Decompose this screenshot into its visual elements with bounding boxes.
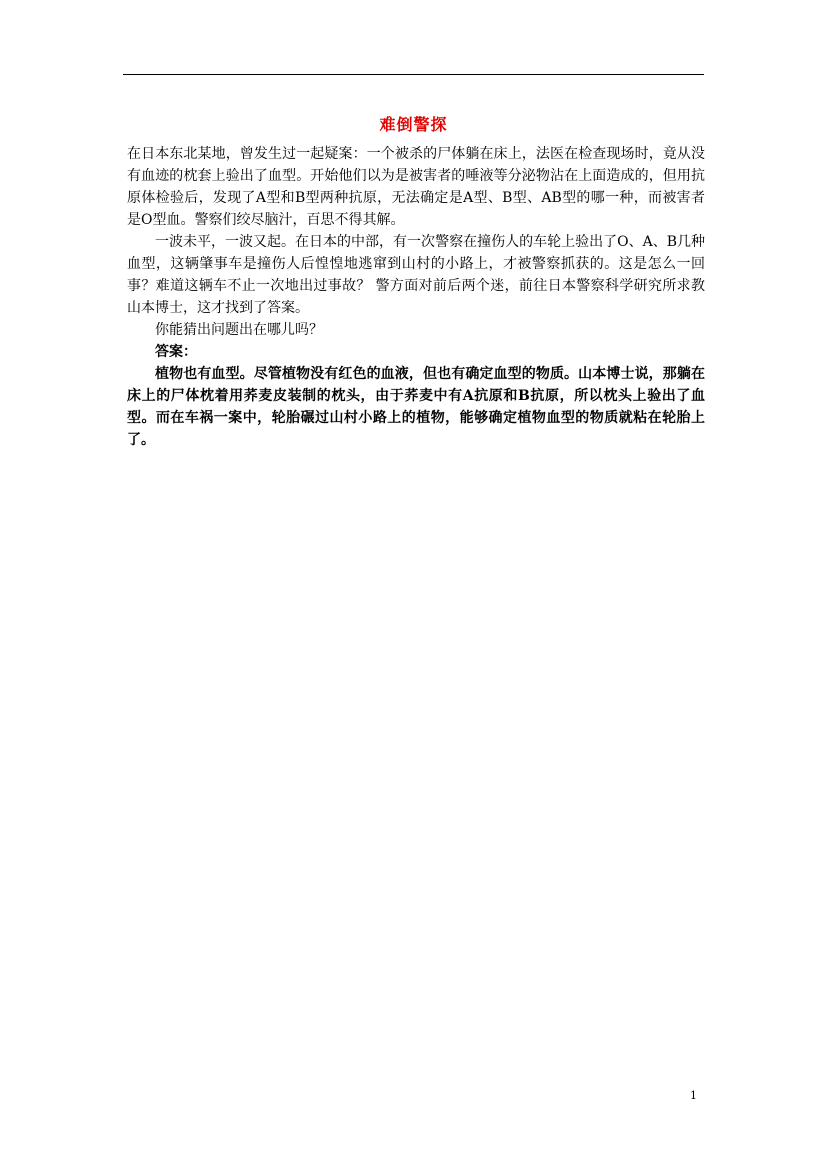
answer-label: 答案： — [155, 344, 197, 360]
answer-text: 植物也有血型。尽管植物没有红色的血液，但也有确定血型的物质。山本博士说，那躺在床上的尸体枕着用荞麦皮装制的枕头，由于荞麦中有A抗原和B抗原，所以枕头上验出了血型。而在车祸一案中，轮胎碾过山村小路上的植物，能够确定植物血型的物质就粘在轮胎上了。 — [127, 366, 705, 448]
document-title: 难倒警探 — [379, 115, 448, 134]
paragraph-question: 你能猜出问题出在哪儿吗？ — [155, 322, 323, 338]
header-rule — [123, 74, 704, 75]
page-number: 1 — [690, 1089, 697, 1102]
paragraph-case-one: 在日本东北某地，曾发生过一起疑案：一个被杀的尸体躺在床上，法医在检查现场时，竟从没有血迹的枕套上验出了血型。开始他们以为是被害者的唾液等分泌物沾在上面造成的，但用抗原体检验后，发现了A型和B型两种抗原，无法确定是A型、B型、AB型的哪一种，而被害者是O型血。警察们绞尽脑汁，百思不得其解。 — [127, 146, 705, 228]
document-body — [127, 143, 705, 451]
paragraph-case-two: 一波未平，一波又起。在日本的中部，有一次警察在撞伤人的车轮上验出了O、A、B几种血型，这辆肇事车是撞伤人后惶惶地逃窜到山村的小路上，才被警察抓获的。这是怎么一回事？难道这辆车不止一次地出过事故？ 警方面对前后两个迷，前往日本警察科学研究所求教山本博士，这才找到了答案。 — [127, 234, 705, 316]
